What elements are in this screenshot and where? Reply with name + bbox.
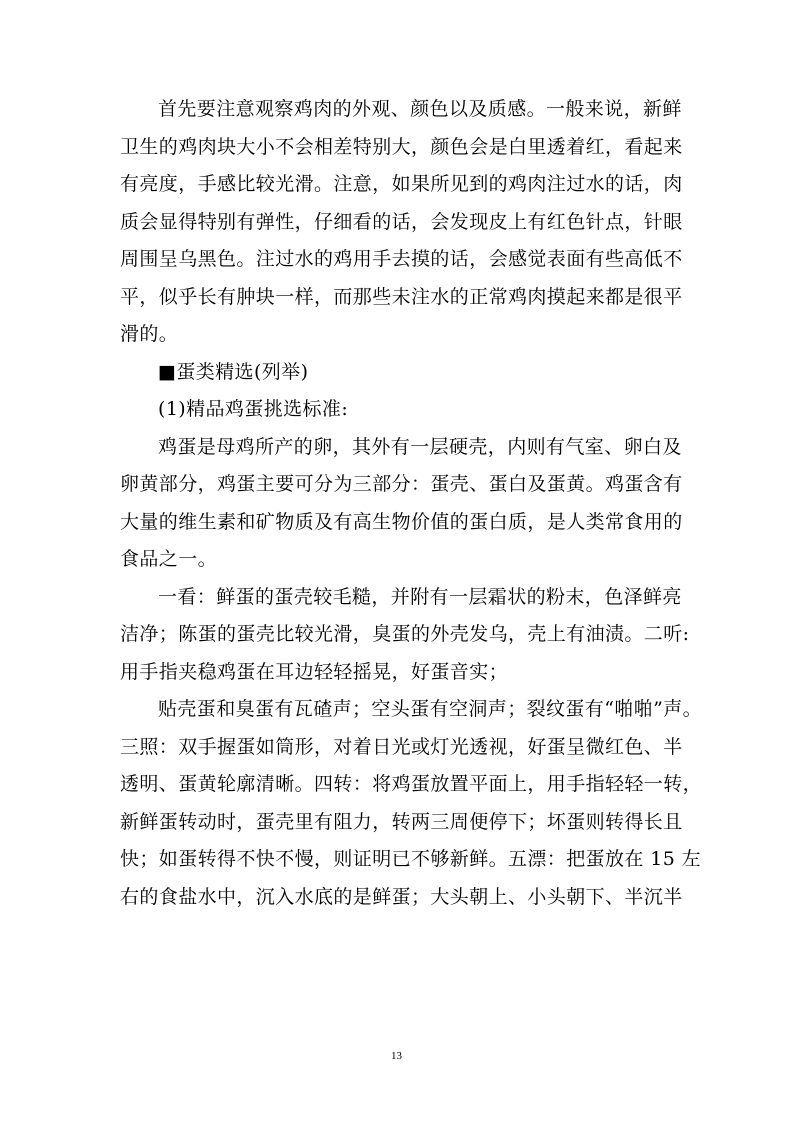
text-line: 用手指夹稳鸡蛋在耳边轻轻摇晃，好蛋音实； — [120, 660, 509, 683]
text-line: 右的食盐水中，沉入水底的是鲜蛋；大头朝上、小头朝下、半沉半 — [120, 885, 683, 908]
text-line: 周围呈乌黑色。注过水的鸡用手去摸的话，会感觉表面有些高低不 — [120, 248, 683, 270]
text-line: 质会显得特别有弹性，仔细看的话，会发现皮上有红色针点，针眼 — [120, 210, 683, 233]
section-heading: ■蛋类精选(列举) — [158, 360, 309, 383]
page-number: 13 — [391, 1050, 402, 1062]
text-line: 食品之一。 — [120, 548, 218, 570]
text-line: 滑的。 — [120, 323, 179, 345]
text-line: 三照：双手握蛋如筒形，对着日光或灯光透视，好蛋呈微红色、半 — [120, 735, 683, 758]
text-line: 一看：鲜蛋的蛋壳较毛糙，并附有一层霜状的粉末，色泽鲜亮 — [158, 585, 682, 608]
text-line: 新鲜蛋转动时，蛋壳里有阻力，转两三周便停下；坏蛋则转得长且 — [120, 810, 683, 833]
text-line: 平，似乎长有肿块一样，而那些未注水的正常鸡肉摸起来都是很平 — [120, 285, 683, 308]
text-line: 快；如蛋转得不快不慢，则证明已不够新鲜。五漂：把蛋放在 15 左 — [120, 848, 702, 870]
text-line: 卫生的鸡肉块大小不会相差特别大，颜色会是白里透着红，看起来 — [120, 135, 683, 158]
text-line: 贴壳蛋和臭蛋有瓦碴声；空头蛋有空洞声；裂纹蛋有“啪啪”声。 — [158, 698, 703, 720]
text-line: 卵黄部分，鸡蛋主要可分为三部分：蛋壳、蛋白及蛋黄。鸡蛋含有 — [120, 473, 683, 495]
text-line: 首先要注意观察鸡肉的外观、颜色以及质感。一般来说，新鲜 — [158, 98, 682, 120]
subsection-heading: (1)精品鸡蛋挑选标准: — [158, 398, 349, 420]
text-line: 透明、蛋黄轮廓清晰。四转：将鸡蛋放置平面上，用手指轻轻一转， — [120, 773, 703, 795]
text-line: 大量的维生素和矿物质及有高生物价值的蛋白质，是人类常食用的 — [120, 510, 683, 533]
text-line: 鸡蛋是母鸡所产的卵，其外有一层硬壳，内则有气室、卵白及 — [158, 435, 682, 458]
text-line: 洁净；陈蛋的蛋壳比较光滑，臭蛋的外壳发乌，壳上有油渍。二听: — [120, 623, 690, 645]
text-line: 有亮度，手感比较光滑。注意，如果所见到的鸡肉注过水的话，肉 — [120, 173, 683, 195]
document-body — [120, 91, 703, 916]
